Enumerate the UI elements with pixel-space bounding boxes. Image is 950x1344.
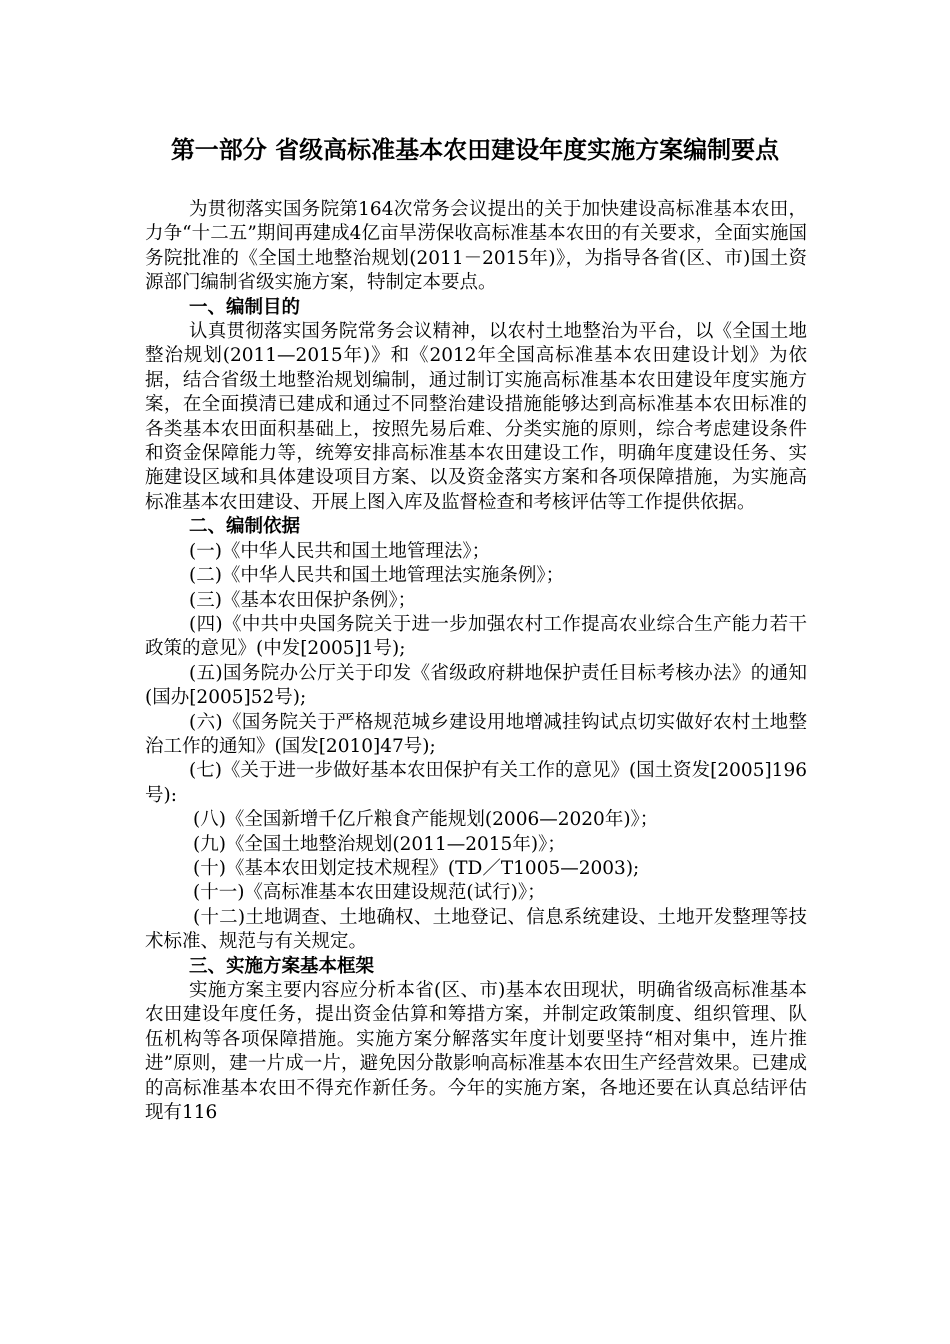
intro-paragraph: 为贯彻落实国务院第164次常务会议提出的关于加快建设高标准基本农田，力争“十二五”期间再建成4亿亩旱涝保收高标准基本农田的有关要求，全面实施国务院批准的《全国土地整治规划(2011－2015年)》，为指导各省(区、市)国土资源部门编制省级实施方案，特制定本要点。 <box>145 199 807 294</box>
section-heading-purpose: 一、编制目的 <box>189 296 301 318</box>
basis-item: (八)《全国新增千亿斤粮食产能规划(2006—2020年)》； <box>193 809 659 831</box>
basis-item: (一)《中华人民共和国土地管理法》； <box>189 540 491 562</box>
basis-item: (七)《关于进一步做好基本农田保护有关工作的意见》(国土资发[2005]196号): <box>145 760 807 806</box>
basis-item: (二)《中华人民共和国土地管理法实施条例》； <box>189 565 565 587</box>
section-heading-framework: 三、实施方案基本框架 <box>189 955 375 977</box>
basis-item: (十二)土地调查、土地确权、土地登记、信息系统建设、土地开发整理等技术标准、规范与有关规定。 <box>145 906 807 953</box>
purpose-paragraph: 认真贯彻落实国务院常务会议精神，以农村土地整治为平台，以《全国土地整治规划(2011—2015年)》和《2012年全国高标准基本农田建设计划》为依据，结合省级土地整治规划编制，通过制订实施高标准基本农田建设年度实施方案，在全面摸清已建成和通过不同整治建设措施能够达到高标准基本农田标准的各类基本农田面积基础上，按照先易后难、分类实施的原则，综合考虑建设条件和资金保障能力等，统筹安排高标准基本农田建设工作，明确年度建设任务、实施建设区域和具体建设项目方案、以及资金落实方案和各项保障措施，为实施高标准基本农田建设、开展上图入库及监督检查和考核评估等工作提供依据。 <box>145 321 807 513</box>
basis-item: (十)《基本农田划定技术规程》(TD／T1005—2003); <box>193 857 640 879</box>
basis-item: (六)《国务院关于严格规范城乡建设用地增减挂钩试点切实做好农村土地整治工作的通知》(国发[2010]47号); <box>145 711 807 757</box>
basis-item: (四)《中共中央国务院关于进一步加强农村工作提高农业综合生产能力若干政策的意见》(中发[2005]1号); <box>145 613 807 660</box>
basis-item: (九)《全国土地整治规划(2011—2015年)》； <box>193 833 566 855</box>
basis-item: (十一)《高标准基本农田建设规范(试行)》； <box>193 882 546 904</box>
basis-item: (五)国务院办公厅关于印发《省级政府耕地保护责任目标考核办法》的通知(国办[2005]52号); <box>145 662 807 709</box>
basis-item: (三)《基本农田保护条例》； <box>189 589 417 611</box>
section-heading-basis: 二、编制依据 <box>189 516 301 538</box>
document-body <box>145 198 807 1125</box>
framework-paragraph: 实施方案主要内容应分析本省(区、市)基本农田现状，明确省级高标准基本农田建设年度任务，提出资金估算和筹措方案，并制定政策制度、组织管理、队伍机构等各项保障措施。实施方案分解落实年度计划要坚持“相对集中，连片推进”原则，建一片成一片，避免因分散影响高标准基本农田生产经营效果。已建成的高标准基本农田不得充作新任务。今年的实施方案，各地还要在认真总结评估现有116 <box>145 980 807 1124</box>
document-title: 第一部分 省级高标准基本农田建设年度实施方案编制要点 <box>170 136 780 164</box>
